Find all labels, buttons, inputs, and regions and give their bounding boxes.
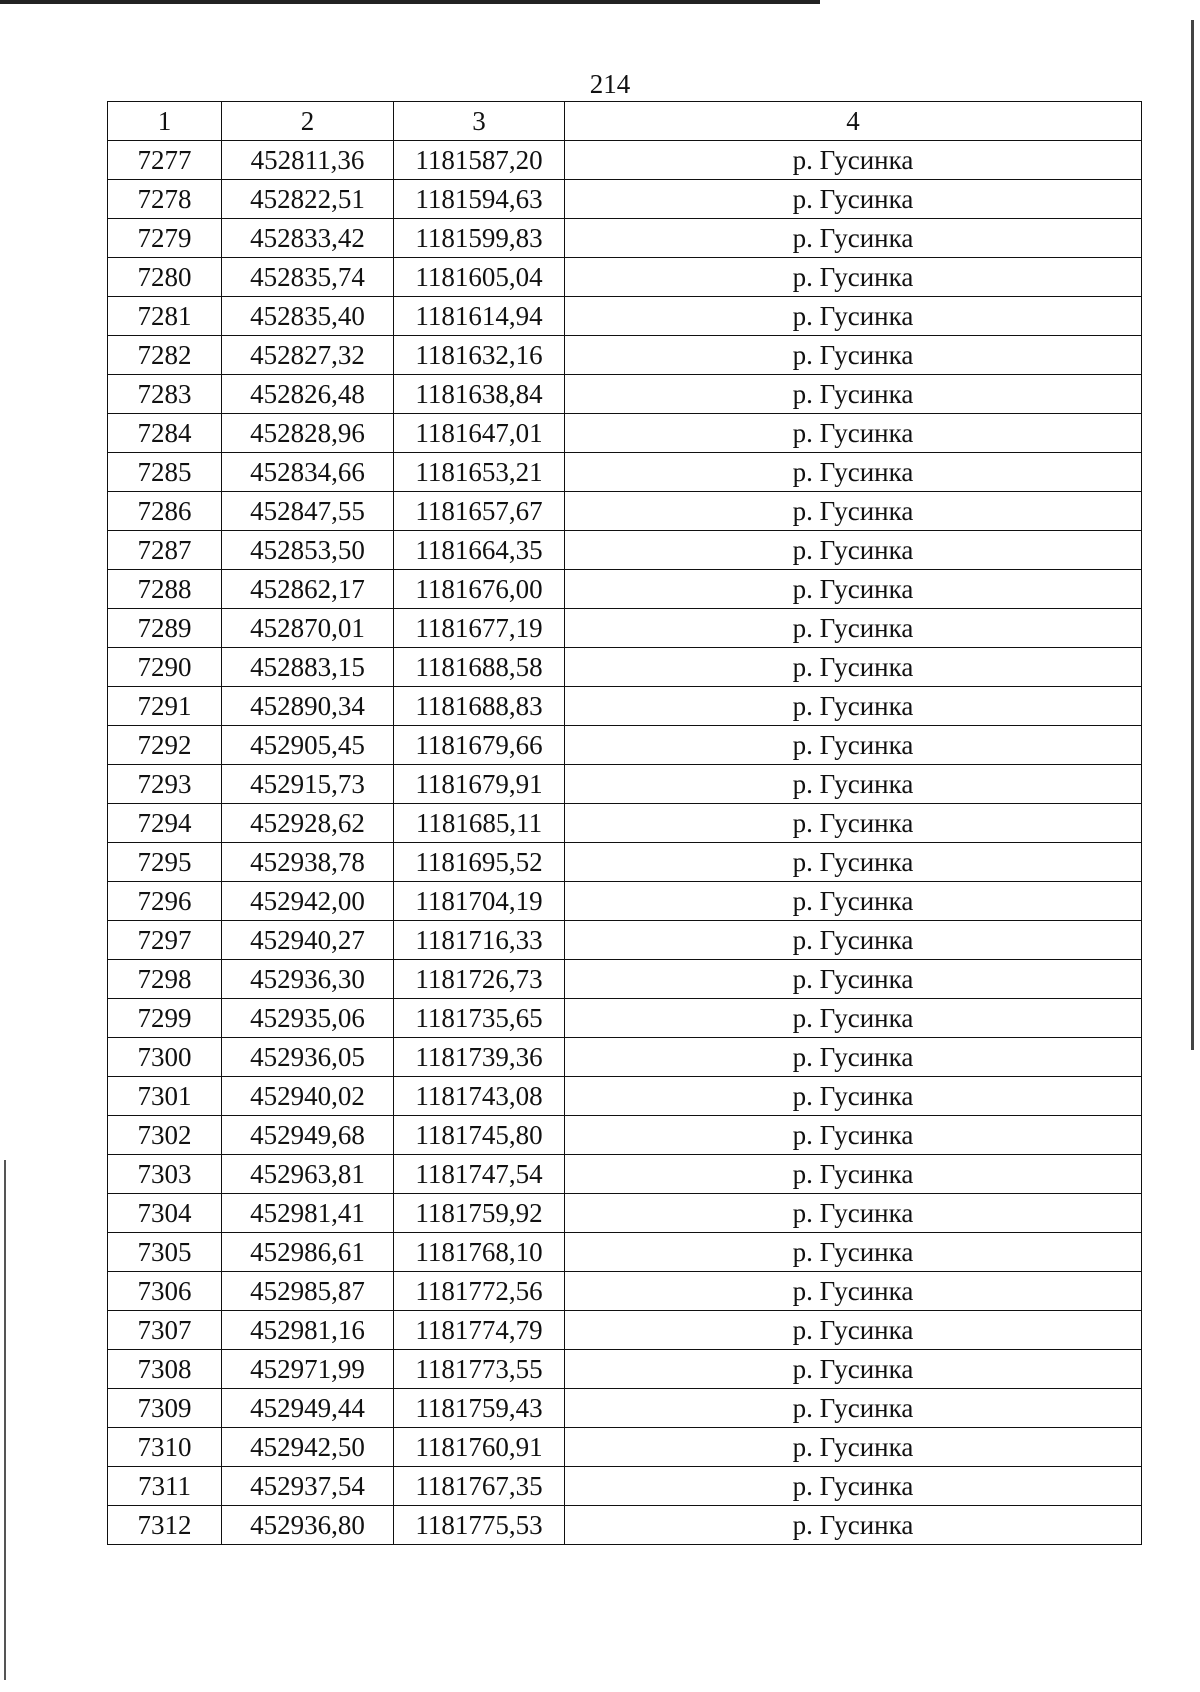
point-number-cell: 7299 bbox=[108, 999, 222, 1038]
point-number-cell: 7291 bbox=[108, 687, 222, 726]
table-row bbox=[108, 336, 1142, 375]
point-number-cell: 7296 bbox=[108, 882, 222, 921]
x-coordinate-cell: 452811,36 bbox=[222, 141, 394, 180]
x-coordinate-cell: 452985,87 bbox=[222, 1272, 394, 1311]
table-row bbox=[108, 999, 1142, 1038]
point-number-cell: 7294 bbox=[108, 804, 222, 843]
table-row bbox=[108, 1077, 1142, 1116]
table-row bbox=[108, 141, 1142, 180]
description-cell: р. Гусинка bbox=[565, 1077, 1142, 1116]
point-number-cell: 7292 bbox=[108, 726, 222, 765]
description-cell: р. Гусинка bbox=[565, 804, 1142, 843]
y-coordinate-cell: 1181760,91 bbox=[394, 1428, 565, 1467]
description-cell: р. Гусинка bbox=[565, 1038, 1142, 1077]
y-coordinate-cell: 1181767,35 bbox=[394, 1467, 565, 1506]
table-row bbox=[108, 1194, 1142, 1233]
y-coordinate-cell: 1181614,94 bbox=[394, 297, 565, 336]
table-row bbox=[108, 1350, 1142, 1389]
y-coordinate-cell: 1181747,54 bbox=[394, 1155, 565, 1194]
table-row bbox=[108, 921, 1142, 960]
y-coordinate-cell: 1181653,21 bbox=[394, 453, 565, 492]
y-coordinate-cell: 1181739,36 bbox=[394, 1038, 565, 1077]
coordinates-table bbox=[107, 101, 1142, 1545]
x-coordinate-cell: 452935,06 bbox=[222, 999, 394, 1038]
y-coordinate-cell: 1181759,92 bbox=[394, 1194, 565, 1233]
point-number-cell: 7308 bbox=[108, 1350, 222, 1389]
y-coordinate-cell: 1181773,55 bbox=[394, 1350, 565, 1389]
point-number-cell: 7283 bbox=[108, 375, 222, 414]
x-coordinate-cell: 452981,16 bbox=[222, 1311, 394, 1350]
x-coordinate-cell: 452971,99 bbox=[222, 1350, 394, 1389]
table-row bbox=[108, 570, 1142, 609]
x-coordinate-cell: 452940,02 bbox=[222, 1077, 394, 1116]
column-header-2: 2 bbox=[222, 102, 394, 141]
y-coordinate-cell: 1181685,11 bbox=[394, 804, 565, 843]
point-number-cell: 7293 bbox=[108, 765, 222, 804]
column-header-1: 1 bbox=[108, 102, 222, 141]
point-number-cell: 7302 bbox=[108, 1116, 222, 1155]
point-number-cell: 7286 bbox=[108, 492, 222, 531]
description-cell: р. Гусинка bbox=[565, 531, 1142, 570]
description-cell: р. Гусинка bbox=[565, 258, 1142, 297]
x-coordinate-cell: 452915,73 bbox=[222, 765, 394, 804]
point-number-cell: 7306 bbox=[108, 1272, 222, 1311]
x-coordinate-cell: 452928,62 bbox=[222, 804, 394, 843]
y-coordinate-cell: 1181695,52 bbox=[394, 843, 565, 882]
column-header-4: 4 bbox=[565, 102, 1142, 141]
description-cell: р. Гусинка bbox=[565, 1116, 1142, 1155]
x-coordinate-cell: 452949,68 bbox=[222, 1116, 394, 1155]
point-number-cell: 7304 bbox=[108, 1194, 222, 1233]
point-number-cell: 7280 bbox=[108, 258, 222, 297]
table-row bbox=[108, 960, 1142, 999]
x-coordinate-cell: 452986,61 bbox=[222, 1233, 394, 1272]
point-number-cell: 7307 bbox=[108, 1311, 222, 1350]
table-row bbox=[108, 453, 1142, 492]
table-row bbox=[108, 609, 1142, 648]
description-cell: р. Гусинка bbox=[565, 921, 1142, 960]
table-row bbox=[108, 414, 1142, 453]
table-row bbox=[108, 375, 1142, 414]
x-coordinate-cell: 452826,48 bbox=[222, 375, 394, 414]
y-coordinate-cell: 1181594,63 bbox=[394, 180, 565, 219]
description-cell: р. Гусинка bbox=[565, 687, 1142, 726]
column-header-3: 3 bbox=[394, 102, 565, 141]
description-cell: р. Гусинка bbox=[565, 999, 1142, 1038]
table-row bbox=[108, 1233, 1142, 1272]
point-number-cell: 7284 bbox=[108, 414, 222, 453]
y-coordinate-cell: 1181605,04 bbox=[394, 258, 565, 297]
y-coordinate-cell: 1181726,73 bbox=[394, 960, 565, 999]
x-coordinate-cell: 452883,15 bbox=[222, 648, 394, 687]
y-coordinate-cell: 1181587,20 bbox=[394, 141, 565, 180]
y-coordinate-cell: 1181774,79 bbox=[394, 1311, 565, 1350]
description-cell: р. Гусинка bbox=[565, 1272, 1142, 1311]
x-coordinate-cell: 452942,00 bbox=[222, 882, 394, 921]
description-cell: р. Гусинка bbox=[565, 1311, 1142, 1350]
point-number-cell: 7303 bbox=[108, 1155, 222, 1194]
x-coordinate-cell: 452942,50 bbox=[222, 1428, 394, 1467]
table-row bbox=[108, 687, 1142, 726]
y-coordinate-cell: 1181676,00 bbox=[394, 570, 565, 609]
y-coordinate-cell: 1181759,43 bbox=[394, 1389, 565, 1428]
description-cell: р. Гусинка bbox=[565, 1506, 1142, 1545]
y-coordinate-cell: 1181768,10 bbox=[394, 1233, 565, 1272]
description-cell: р. Гусинка bbox=[565, 1233, 1142, 1272]
point-number-cell: 7312 bbox=[108, 1506, 222, 1545]
description-cell: р. Гусинка bbox=[565, 1389, 1142, 1428]
table-row bbox=[108, 1272, 1142, 1311]
description-cell: р. Гусинка bbox=[565, 492, 1142, 531]
table-row bbox=[108, 531, 1142, 570]
y-coordinate-cell: 1181657,67 bbox=[394, 492, 565, 531]
description-cell: р. Гусинка bbox=[565, 570, 1142, 609]
description-cell: р. Гусинка bbox=[565, 1467, 1142, 1506]
point-number-cell: 7297 bbox=[108, 921, 222, 960]
point-number-cell: 7300 bbox=[108, 1038, 222, 1077]
x-coordinate-cell: 452905,45 bbox=[222, 726, 394, 765]
point-number-cell: 7285 bbox=[108, 453, 222, 492]
point-number-cell: 7310 bbox=[108, 1428, 222, 1467]
description-cell: р. Гусинка bbox=[565, 609, 1142, 648]
y-coordinate-cell: 1181735,65 bbox=[394, 999, 565, 1038]
y-coordinate-cell: 1181716,33 bbox=[394, 921, 565, 960]
description-cell: р. Гусинка bbox=[565, 336, 1142, 375]
x-coordinate-cell: 452835,40 bbox=[222, 297, 394, 336]
x-coordinate-cell: 452862,17 bbox=[222, 570, 394, 609]
point-number-cell: 7305 bbox=[108, 1233, 222, 1272]
scan-top-border bbox=[0, 0, 820, 4]
x-coordinate-cell: 452963,81 bbox=[222, 1155, 394, 1194]
point-number-cell: 7298 bbox=[108, 960, 222, 999]
y-coordinate-cell: 1181743,08 bbox=[394, 1077, 565, 1116]
point-number-cell: 7289 bbox=[108, 609, 222, 648]
description-cell: р. Гусинка bbox=[565, 726, 1142, 765]
table-row bbox=[108, 1467, 1142, 1506]
point-number-cell: 7277 bbox=[108, 141, 222, 180]
y-coordinate-cell: 1181688,58 bbox=[394, 648, 565, 687]
description-cell: р. Гусинка bbox=[565, 1194, 1142, 1233]
point-number-cell: 7279 bbox=[108, 219, 222, 258]
x-coordinate-cell: 452827,32 bbox=[222, 336, 394, 375]
table-row bbox=[108, 258, 1142, 297]
y-coordinate-cell: 1181632,16 bbox=[394, 336, 565, 375]
point-number-cell: 7290 bbox=[108, 648, 222, 687]
point-number-cell: 7288 bbox=[108, 570, 222, 609]
y-coordinate-cell: 1181745,80 bbox=[394, 1116, 565, 1155]
table-row bbox=[108, 765, 1142, 804]
description-cell: р. Гусинка bbox=[565, 180, 1142, 219]
x-coordinate-cell: 452822,51 bbox=[222, 180, 394, 219]
table-row bbox=[108, 492, 1142, 531]
table-row bbox=[108, 726, 1142, 765]
point-number-cell: 7278 bbox=[108, 180, 222, 219]
y-coordinate-cell: 1181647,01 bbox=[394, 414, 565, 453]
point-number-cell: 7282 bbox=[108, 336, 222, 375]
table-row bbox=[108, 1311, 1142, 1350]
x-coordinate-cell: 452828,96 bbox=[222, 414, 394, 453]
table-row bbox=[108, 1038, 1142, 1077]
table-row bbox=[108, 648, 1142, 687]
table-row bbox=[108, 804, 1142, 843]
x-coordinate-cell: 452890,34 bbox=[222, 687, 394, 726]
y-coordinate-cell: 1181677,19 bbox=[394, 609, 565, 648]
y-coordinate-cell: 1181599,83 bbox=[394, 219, 565, 258]
point-number-cell: 7281 bbox=[108, 297, 222, 336]
description-cell: р. Гусинка bbox=[565, 765, 1142, 804]
y-coordinate-cell: 1181688,83 bbox=[394, 687, 565, 726]
x-coordinate-cell: 452936,30 bbox=[222, 960, 394, 999]
description-cell: р. Гусинка bbox=[565, 1428, 1142, 1467]
x-coordinate-cell: 452833,42 bbox=[222, 219, 394, 258]
description-cell: р. Гусинка bbox=[565, 648, 1142, 687]
x-coordinate-cell: 452847,55 bbox=[222, 492, 394, 531]
table-row bbox=[108, 1155, 1142, 1194]
x-coordinate-cell: 452938,78 bbox=[222, 843, 394, 882]
y-coordinate-cell: 1181704,19 bbox=[394, 882, 565, 921]
point-number-cell: 7287 bbox=[108, 531, 222, 570]
table-row bbox=[108, 1116, 1142, 1155]
x-coordinate-cell: 452940,27 bbox=[222, 921, 394, 960]
description-cell: р. Гусинка bbox=[565, 453, 1142, 492]
description-cell: р. Гусинка bbox=[565, 960, 1142, 999]
table-row bbox=[108, 882, 1142, 921]
x-coordinate-cell: 452936,05 bbox=[222, 1038, 394, 1077]
description-cell: р. Гусинка bbox=[565, 882, 1142, 921]
table-row bbox=[108, 1506, 1142, 1545]
table-header-row bbox=[108, 102, 1142, 141]
table-row bbox=[108, 219, 1142, 258]
table-row bbox=[108, 297, 1142, 336]
scan-right-edge bbox=[1191, 20, 1194, 1050]
x-coordinate-cell: 452834,66 bbox=[222, 453, 394, 492]
description-cell: р. Гусинка bbox=[565, 141, 1142, 180]
table-row bbox=[108, 1389, 1142, 1428]
x-coordinate-cell: 452870,01 bbox=[222, 609, 394, 648]
point-number-cell: 7301 bbox=[108, 1077, 222, 1116]
point-number-cell: 7309 bbox=[108, 1389, 222, 1428]
table-row bbox=[108, 1428, 1142, 1467]
table-row bbox=[108, 180, 1142, 219]
description-cell: р. Гусинка bbox=[565, 843, 1142, 882]
y-coordinate-cell: 1181664,35 bbox=[394, 531, 565, 570]
y-coordinate-cell: 1181775,53 bbox=[394, 1506, 565, 1545]
x-coordinate-cell: 452936,80 bbox=[222, 1506, 394, 1545]
x-coordinate-cell: 452835,74 bbox=[222, 258, 394, 297]
x-coordinate-cell: 452949,44 bbox=[222, 1389, 394, 1428]
page-number: 214 bbox=[589, 69, 631, 99]
y-coordinate-cell: 1181679,66 bbox=[394, 726, 565, 765]
description-cell: р. Гусинка bbox=[565, 375, 1142, 414]
point-number-cell: 7311 bbox=[108, 1467, 222, 1506]
x-coordinate-cell: 452981,41 bbox=[222, 1194, 394, 1233]
x-coordinate-cell: 452853,50 bbox=[222, 531, 394, 570]
point-number-cell: 7295 bbox=[108, 843, 222, 882]
table-row bbox=[108, 843, 1142, 882]
y-coordinate-cell: 1181772,56 bbox=[394, 1272, 565, 1311]
x-coordinate-cell: 452937,54 bbox=[222, 1467, 394, 1506]
description-cell: р. Гусинка bbox=[565, 1350, 1142, 1389]
y-coordinate-cell: 1181679,91 bbox=[394, 765, 565, 804]
description-cell: р. Гусинка bbox=[565, 219, 1142, 258]
table-body bbox=[108, 141, 1142, 1545]
description-cell: р. Гусинка bbox=[565, 414, 1142, 453]
scan-left-mark bbox=[4, 1160, 6, 1680]
description-cell: р. Гусинка bbox=[565, 297, 1142, 336]
description-cell: р. Гусинка bbox=[565, 1155, 1142, 1194]
y-coordinate-cell: 1181638,84 bbox=[394, 375, 565, 414]
